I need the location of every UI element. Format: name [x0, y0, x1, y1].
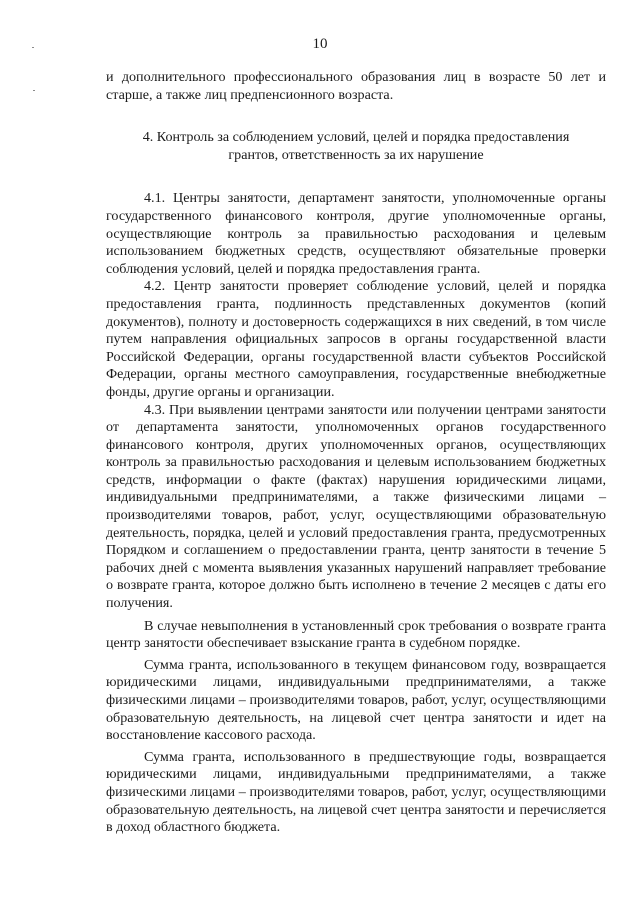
paragraph-4-3: 4.3. При выявлении центрами занятости или получении центрами занятости от департамента занятости, уполномоченных органов государственного финансового контроля, других уполномоченных органов, осуществляющих контроль за правильностью расходования и целевым использованием бюджетных средств, информации о факте (фактах) нарушения юридическими лицами, индивидуальными предпринимателями, а также физическими лицами – производителями товаров, работ, услуг, осуществляющими образовательную деятельность, порядка, целей и условий предоставления гранта, предусмотренных Порядком и соглашением о предоставлении гранта, центр занятости в течение 5 рабочих дней с момента выявления указанных нарушений направляет требование о возврате гранта, которое должно быть исполнено в течение 2 месяцев с даты его получения. [106, 401, 606, 612]
section-heading [106, 129, 606, 164]
intro-paragraph: и дополнительного профессионального образования лиц в возрасте 50 лет и старше, а также лиц предпенсионного возраста. [106, 69, 606, 103]
page-number: 10 [312, 36, 328, 52]
section-heading-line-1: 4. Контроль за соблюдением условий, целей и порядка предоставления [142, 129, 570, 146]
paragraph-current-year-return: Сумма гранта, использованного в текущем финансовом году, возвращается юридическими лицами, индивидуальными предпринимателями, а также физическими лицами – производителями товаров, работ, услуг, осуществляющими образовательную деятельность, на лицевой счет центра занятости и идет на восстановление кассового расхода. [106, 656, 606, 744]
paragraph-previous-years-return: Сумма гранта, использованного в предшествующие годы, возвращается юридическими лицами, индивидуальными предпринимателями, а также физическими лицами – производителями товаров, работ, услуг, осуществляющими образовательную деятельность, на лицевой счет центра занятости и перечисляется в доход областного бюджета. [106, 748, 606, 836]
document-body [106, 69, 606, 837]
paragraph-4-1: 4.1. Центры занятости, департамент занятости, уполномоченные органы государственного финансового контроля, другие уполномоченные органы, осуществляющие контроль за правильностью расходования и целевым использованием бюджетных средств, осуществляют обязательные проверки соблюдения условий, целей и порядка предоставления гранта. [106, 190, 606, 277]
paragraph-4-2: 4.2. Центр занятости проверяет соблюдение условий, целей и порядка предоставления гранта, подлинность представленных документов (копий документов), полноту и достоверность содержащихся в них сведений, в том числе путем направления официальных запросов в органы государственной власти Российской Федерации, органы государственной власти субъектов Российской Федерации, органы местного самоуправления, государственные внебюджетные фонды, другие органы и организации. [106, 278, 606, 400]
paragraph-court-recovery: В случае невыполнения в установленный срок требования о возврате гранта центр занятости обеспечивает взыскание гранта в судебном порядке. [106, 617, 606, 652]
section-heading-line-2: грантов, ответственность за их нарушение [228, 146, 484, 163]
scan-speck [33, 90, 35, 91]
